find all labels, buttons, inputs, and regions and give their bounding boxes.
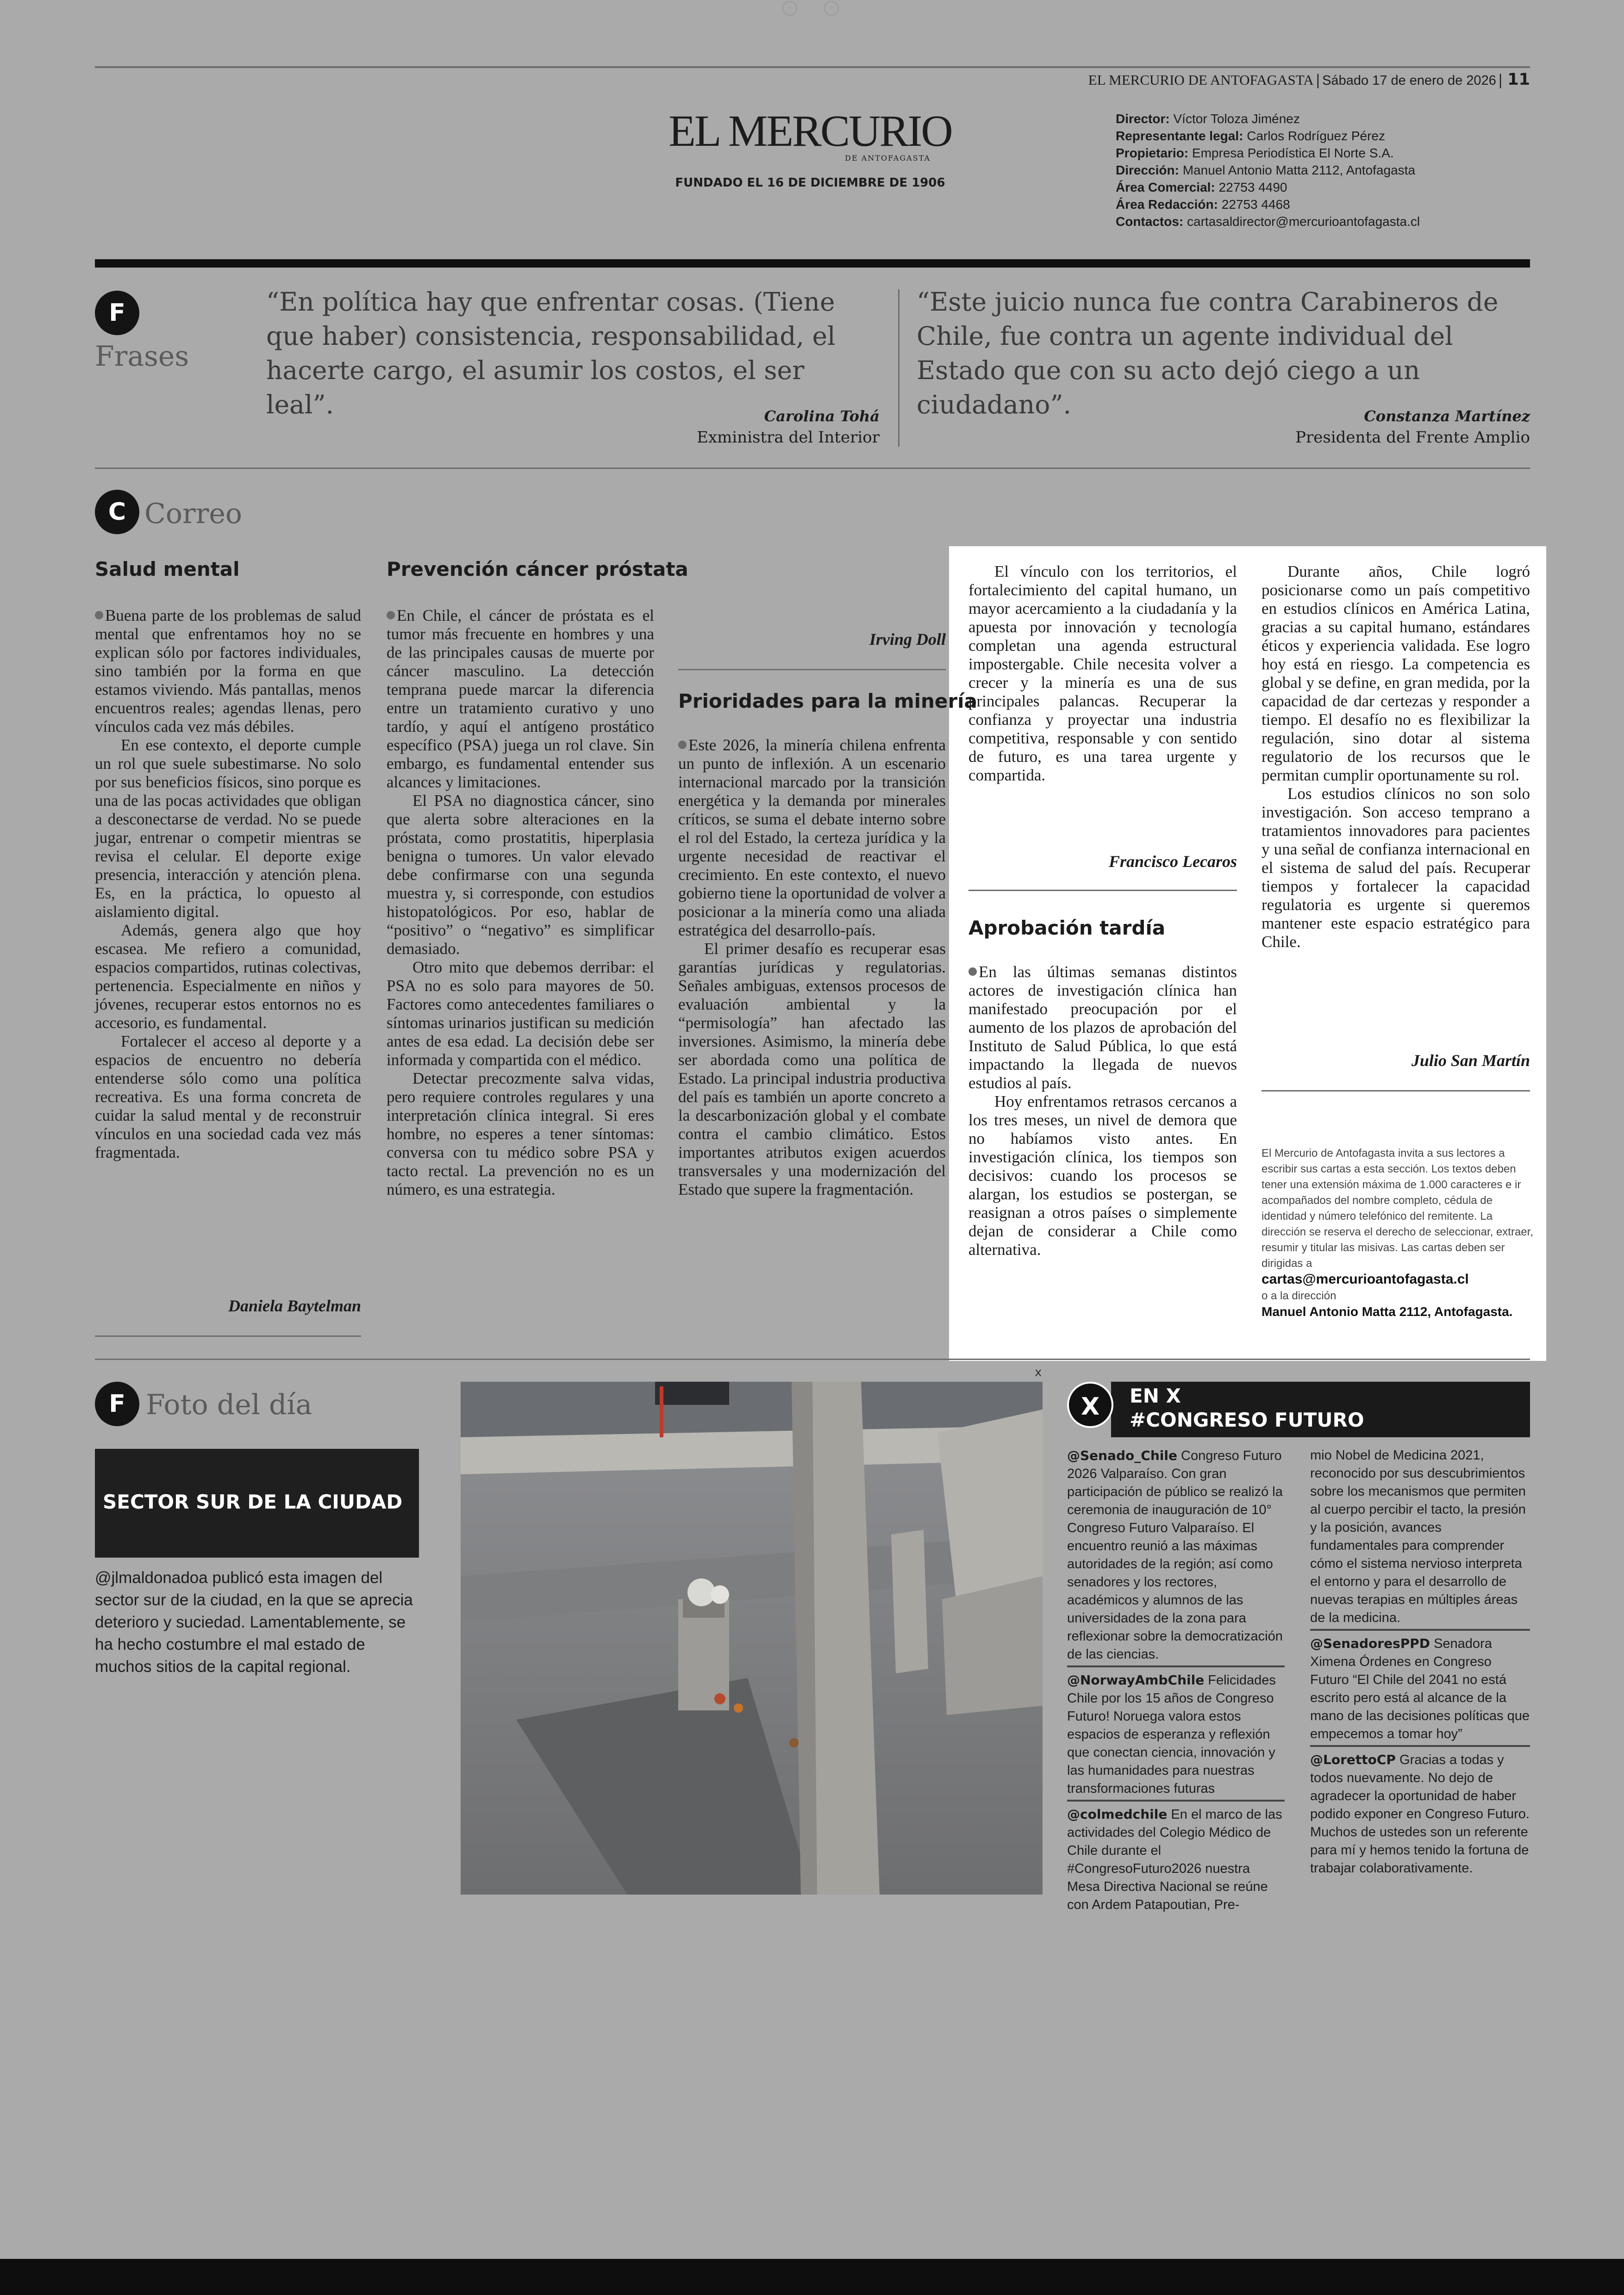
foto-badge: F	[95, 1382, 139, 1426]
letter-body-aprobacion	[968, 963, 1237, 1259]
masthead-subtitle: DE ANTOFAGASTA	[845, 154, 931, 162]
imprint-row	[1116, 213, 1532, 230]
letter-signature-salud-mental: Daniela Baytelman	[228, 1297, 361, 1315]
tweet	[1310, 1751, 1530, 1879]
correo-label: Correo	[144, 498, 243, 530]
tweet-handle[interactable]: @SenadoresPPD	[1310, 1636, 1430, 1651]
x-title-line2: #CONGRESO FUTURO	[1130, 1409, 1364, 1431]
imprint-label: Dirección:	[1116, 163, 1179, 177]
letter-title-mineria: Prioridades para la minería	[678, 690, 977, 712]
paragraph: Además, genera algo que hoy escasea. Me refiero a comunidad, espacios compartidos, rutinas colectivas, pertenencia. Especialmente en niños y jóvenes, recuperar estos entornos no es accesorio, es fundamental.	[95, 921, 361, 1032]
x-title-line1: EN X	[1130, 1384, 1181, 1407]
tweet-text: Congreso Futuro 2026 Valparaíso. Con gran participación de público se realizó la ceremonia de inauguración de 10° Congreso Futuro Valparaíso. El encuentro reunió a las máximas autoridades de la región; así como senadores y los rectores, académicos y alumnos de las universidades de la zona para reflexionar sobre la democratización de las ciencias.	[1067, 1448, 1283, 1662]
letter-signature-aprobacion: Julio San Martín	[1411, 1051, 1530, 1070]
quote-1: “En política hay que enfrentar cosas. (Tiene que haber) consistencia, responsabilidad, el hacerte cargo, el asumir los costos, el ser leal”.	[266, 287, 836, 419]
x-section-title	[1130, 1384, 1364, 1432]
x-tweets-left	[1067, 1447, 1285, 1920]
paragraph: Durante años, Chile logró posicionarse como un país competitivo en estudios clínicos en América Latina, gracias a su capital humano, estándares éticos y experiencia validada. Ese logro hoy está en riesgo. La competencia es global y se define, en gran medida, por la capacidad de dar certezas y responder a tiempo. El desafío no es flexibilizar la regulación, sino dotar al sistema regulatorio de los recursos que le permitan cumplir oportunamente su rol.	[1262, 562, 1530, 784]
paragraph: Los estudios clínicos no son solo investigación. Son acceso temprano a tratamientos innovadores para pacientes y una señal de confianza internacional en el sistema de salud del país. Recuperar tiempos y fortalecer la capacidad regulatoria es urgente si queremos mantener este espacio estratégico para Chile.	[1262, 785, 1530, 951]
tweet-text: mio Nobel de Medicina 2021, reconocido por sus descubrimientos sobre los mecanismos que permiten al cuerpo percibir el tacto, la presión y la posición, avances fundamentales para comprender cómo el sistema nervioso interpreta el entorno y para el desarrollo de nuevas terapias en múltiples áreas de la medicina.	[1310, 1448, 1526, 1625]
paragraph: El primer desafío es recuperar esas garantías jurídicas y regulatorias. Señales ambiguas, extensos procesos de evaluación ambiental y la “permisología” han afectado las inversiones. Asimismo, la minería debe ser abordada como una política de Estado. La principal industria productiva del país es también un aporte concreto a la descarbonización global y el combate contra el cambio climático. Estos importantes atributos exigen acuerdos transversales y una modernización del Estado que supere la fragmentación.	[678, 940, 946, 1198]
paragraph: En ese contexto, el deporte cumple un rol que suele subestimarse. No solo por sus beneficios físicos, sino porque es una de las pocas actividades que obligan a desconectarse de verdad. No se puede jugar, entrenar o competir mientras se revisa el celular. El deporte exige presencia, interacción y atención plena. Es, en la práctica, lo opuesto al aislamiento digital.	[95, 736, 361, 921]
correo-badge: C	[95, 490, 139, 534]
submission-note	[1262, 1146, 1535, 1321]
paragraph: El vínculo con los territorios, el fortalecimiento del capital humano, un mayor acercamiento a la ciudadanía y la apuesta por innovación y tecnología completan una agenda estructural impostergable. Chile necesita volver a crecer y la minería es una de sus principales palancas. Recuperar la confianza y proyectar una industria competitiva, responsable y con sentido de futuro, es una tarea urgente y compartida.	[968, 562, 1237, 784]
paragraph: El PSA no diagnostica cáncer, sino que alerta sobre alteraciones en la próstata, como prostatitis, hiperplasia benigna o tumores. Un valor elevado debe confirmarse con una segunda muestra y, si corresponde, con estudios histopatológicos. Por eso, hablar de “positivo” o “negativo” es simplificar demasiado.	[387, 792, 654, 958]
letter-title-salud-mental: Salud mental	[95, 558, 240, 580]
top-rule	[95, 66, 1530, 68]
imprint-value: Víctor Toloza Jiménez	[1173, 112, 1300, 126]
chevron-right-icon[interactable]: ›	[824, 1, 839, 16]
quote-2-author: Constanza Martínez	[1364, 407, 1530, 425]
tweet-text: Felicidades Chile por los 15 años de Congreso Futuro! Noruega valora estos espacios de esperanza y reflexión que conectan ciencia, innovación y las humanidades para nuestras transformaciones futuras	[1067, 1673, 1276, 1796]
imprint-label: Área Comercial:	[1116, 180, 1215, 194]
chevron-left-icon[interactable]: ‹	[782, 1, 797, 16]
bottom-bar	[0, 2259, 1624, 2295]
imprint-value: 22753 4468	[1221, 197, 1290, 212]
letter-body-prostata	[387, 606, 654, 1199]
letter-rule	[678, 669, 946, 670]
quote-2: “Este juicio nunca fue contra Carabineros de Chile, fue contra un agente individual del Estado que con su acto dejó ciego a un ciudadano”.	[917, 287, 1499, 419]
tweet-text: En el marco de las actividades del Colegio Médico de Chile durante el #CongresoFuturo2026 nuestra Mesa Directiva Nacional se reúne con Ardem Patapoutian, Pre-	[1067, 1807, 1282, 1912]
letter-body-aprobacion-cont	[1262, 562, 1530, 951]
note-email[interactable]: cartas@mercurioantofagasta.cl	[1262, 1272, 1469, 1287]
paragraph: En Chile, el cáncer de próstata es el tumor más frecuente en hombres y una de las principales causas de muerte por cáncer masculino. La detección temprana puede marcar la diferencia entre un tratamiento curativo y uno tardío, y aquí el antígeno prostático específico (PSA) juega un rol clave. Sin embargo, es fundamental entender sus alcances y limitaciones.	[387, 606, 654, 791]
paragraph: Otro mito que debemos derribar: el PSA no es solo para mayores de 50. Factores como antecedentes familiares o síntomas urinarios justifican su medición antes de esa edad. La decisión debe ser informada y compartida con el médico.	[387, 958, 654, 1069]
letter-body-mineria	[678, 736, 946, 1199]
letter-rule	[95, 1335, 361, 1337]
close-icon[interactable]: x	[1035, 1366, 1042, 1379]
imprint-row	[1116, 196, 1532, 213]
foto-label: Foto del día	[146, 1389, 312, 1421]
paragraph: En las últimas semanas distintos actores de investigación clínica han manifestado preocupación por el aumento de los plazos de aprobación del Instituto de Salud Pública, lo que está impactando la llegada de nuevos estudios al país.	[968, 963, 1237, 1092]
imprint-row	[1116, 179, 1532, 196]
tweet-text: Gracias a todas y todos nuevamente. No dejo de agradecer la oportunidad de haber podido exponer en Congreso Futuro. Muchos de ustedes son un referente para mí y hemos tenido la fortuna de trabajar colaborativamente.	[1310, 1752, 1530, 1876]
paragraph: Hoy enfrentamos retrasos cercanos a los tres meses, un nivel de demora que no habíamos visto antes. En investigación clínica, los tiempos son decisivos: cuando los procesos se alargan, los estudios se postergan, se reasignan a otros países o simplemente dejan de considerar a Chile como alternativa.	[968, 1092, 1237, 1259]
imprint-value: Carlos Rodríguez Pérez	[1247, 129, 1386, 143]
letter-rule	[968, 890, 1237, 891]
photo-of-the-day	[461, 1382, 1043, 1895]
letter-body-salud-mental	[95, 606, 361, 1162]
imprint-row	[1116, 110, 1532, 127]
letter-body-mineria-cont	[968, 562, 1237, 785]
caption-text: @jlmaldonadoa publicó esta imagen del sector sur de la ciudad, en la que se aprecia deterioro y suciedad. Lamentablemente, se ha hecho costumbre el mal estado de muchos sitios de la capital regional.	[95, 1569, 413, 1676]
paragraph: Detectar precozmente salva vidas, pero requiere controles regulares y una interpretación clínica integral. Si eres hombre, no esperes a tener síntomas: conversa con tu médico sobre PSA y tacto rectal. La prevención no es un número, es una estrategia.	[387, 1069, 654, 1198]
frases-badge: F	[95, 291, 139, 335]
imprint-label: Director:	[1116, 112, 1170, 126]
page-number: 11	[1507, 70, 1530, 89]
letter-signature-mineria: Francisco Lecaros	[1109, 852, 1237, 871]
quote-1-role: Exministra del Interior	[697, 428, 880, 447]
imprint-value: cartasaldirector@mercurioantofagasta.cl	[1187, 214, 1420, 229]
caption-title: SECTOR SUR DE LA CIUDAD	[103, 1491, 403, 1513]
tweet-text: Senadora Ximena Órdenes en Congreso Futuro “El Chile del 2041 no está escrito pero está al alcance de la mano de las decisiones políticas que empecemos a tomar hoy”	[1310, 1636, 1530, 1741]
quote-2-role: Presidenta del Frente Amplio	[1295, 428, 1530, 447]
founded-line: FUNDADO EL 16 DE DICIEMBRE DE 1906	[675, 176, 945, 190]
letter-signature-prostata: Irving Doll	[869, 630, 946, 649]
tweet-handle[interactable]: @Senado_Chile	[1067, 1448, 1177, 1463]
imprint-label: Representante legal:	[1116, 129, 1243, 143]
tweet-handle[interactable]: @colmedchile	[1067, 1807, 1168, 1822]
correo-bottom-rule	[95, 1359, 1530, 1360]
imprint-value: Manuel Antonio Matta 2112, Antofagasta	[1182, 163, 1416, 177]
tweet	[1067, 1447, 1285, 1667]
tweet-handle[interactable]: @NorwayAmbChile	[1067, 1672, 1205, 1688]
tweet-handle[interactable]: @LorettoCP	[1310, 1752, 1396, 1767]
header-strip: EL MERCURIO DE ANTOFAGASTA | Sábado 17 de enero de 2026 | 11	[1088, 70, 1530, 89]
imprint-row	[1116, 127, 1532, 144]
imprint	[1116, 110, 1532, 230]
frases-label: Frases	[95, 340, 189, 373]
letter-rule	[1262, 1090, 1530, 1091]
tweet	[1310, 1634, 1530, 1747]
tweet	[1067, 1805, 1285, 1916]
frases-bottom-rule	[95, 468, 1530, 469]
note-text: El Mercurio de Antofagasta invita a sus lectores a escribir sus cartas a esta sección. Los textos deben tener una extensión máxima de 1.000 caracteres e ir acompañados del nombre completo, cédula de identidad y número telefónico del remitente. La dirección se reserva el derecho de seleccionar, extraer, resumir y titular las misivas. Las cartas deben ser dirigidas a	[1262, 1147, 1533, 1270]
letter-title-aprobacion: Aprobación tardía	[968, 917, 1166, 939]
imprint-value: 22753 4490	[1218, 180, 1287, 194]
paragraph: Este 2026, la minería chilena enfrenta un punto de inflexión. A un escenario internacional marcado por la transición energética y la demanda por minerales críticos, se suma el debate interno sobre el rol del Estado, la certeza jurídica y la urgente necesidad de reactivar el crecimiento. En este contexto, el nuevo gobierno tiene la oportunidad de volver a posicionar a la minería como una aliada estratégica del desarrollo-país.	[678, 736, 946, 939]
x-tweets-right	[1310, 1447, 1530, 1883]
tweet	[1310, 1447, 1530, 1631]
note-address: Manuel Antonio Matta 2112, Antofagasta.	[1262, 1304, 1513, 1319]
imprint-label: Área Redacción:	[1116, 197, 1218, 212]
street-photo	[461, 1382, 1043, 1895]
issue-date: Sábado 17 de enero de 2026	[1322, 73, 1496, 88]
x-badge: X	[1067, 1382, 1113, 1428]
tweet	[1067, 1671, 1285, 1802]
imprint-label: Propietario:	[1116, 146, 1189, 160]
letter-title-prostata: Prevención cáncer próstata	[387, 558, 688, 580]
paragraph: Fortalecer el acceso al deporte y a espacios de encuentro no debería entenderse sólo como una política recreativa. Es una forma concreta de cuidar la salud mental y de reconstruir vínculos en una sociedad cada vez más fragmentada.	[95, 1032, 361, 1161]
paragraph: Buena parte de los problemas de salud mental que enfrentamos hoy no se explican sólo por factores individuales, sino también por la forma en que estamos viviendo. Más pantallas, menos encuentros reales; agendas llenas, pero vínculos cada vez más débiles.	[95, 606, 361, 736]
quote-1-author: Carolina Tohá	[764, 407, 880, 425]
imprint-row	[1116, 144, 1532, 162]
thick-divider	[95, 259, 1530, 268]
publication-name: EL MERCURIO DE ANTOFAGASTA	[1088, 72, 1314, 88]
imprint-row	[1116, 162, 1532, 179]
quote-divider	[898, 289, 899, 447]
imprint-value: Empresa Periodística El Norte S.A.	[1192, 146, 1394, 160]
note-or: o a la dirección	[1262, 1290, 1337, 1302]
imprint-label: Contactos:	[1116, 214, 1184, 229]
page-navigation	[778, 0, 847, 15]
masthead-logo: EL MERCURIO	[668, 106, 952, 156]
